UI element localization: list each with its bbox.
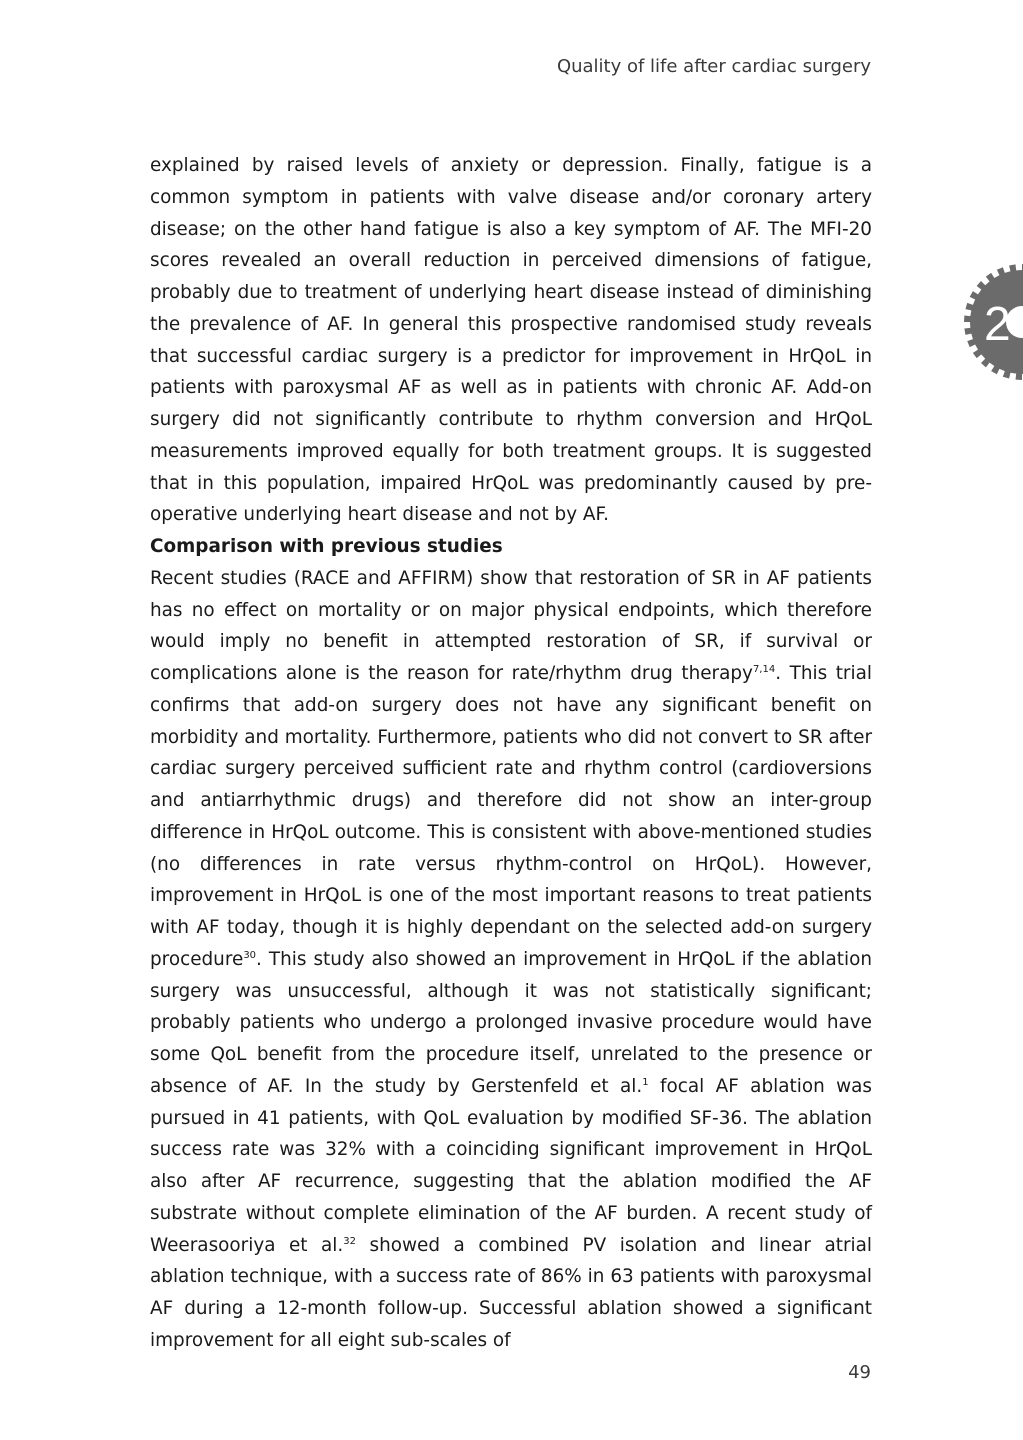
paragraph [150, 563, 872, 1357]
text-run: . This trial confirms that add-on surgery does not have any significant benefit on morbidity and mortality. Furthermore, patients who did not convert to SR after cardiac surgery perceived sufficient rate and rhythm control (cardioversions and antiarrhythmic drugs) and therefore did not show an inter-group difference in HrQoL outcome. This is consistent with above-mentioned studies (no differences in rate versus rhythm-control on HrQoL). However, improvement in HrQoL is one of the most important reasons to treat patients with AF today, though it is highly dependant on the selected add-on surgery procedure [150, 663, 872, 970]
chapter-tab [962, 262, 1023, 382]
citation: 7,14 [752, 663, 776, 675]
body-text-top [150, 150, 872, 531]
running-header: Quality of life after cardiac surgery [556, 56, 871, 77]
section-heading: Comparison with previous studies [150, 536, 503, 557]
text-run: . This study also showed an improvement in HrQoL if the ablation surgery was unsuccessful, although it was not statistically significant; probably patients who undergo a prolonged invasive procedure would have some QoL benefit from the procedure itself, unrelated to the presence or absence of AF. In the study by Gerstenfeld et al. [150, 948, 872, 1097]
text-run: Recent studies (RACE and AFFIRM) show that restoration of SR in AF patients has no effect on mortality or on major physical endpoints, which therefore would imply no benefit in attempted restoration of SR, if survival or complications alone is the reason for rate/rhythm drug therapy [150, 567, 872, 684]
chapter-number: 2 [984, 298, 1011, 351]
citation: 1 [642, 1076, 649, 1088]
page-number: 49 [848, 1362, 871, 1383]
paragraph: explained by raised levels of anxiety or depression. Finally, fatigue is a common symptom in patients with valve disease and/or coronary artery disease; on the other hand fatigue is also a key symptom of AF. The MFI-20 scores revealed an overall reduction in perceived dimensions of fatigue, probably due to treatment of underlying heart disease instead of diminishing the prevalence of AF. In general this prospective randomised study reveals that successful cardiac surgery is a predictor for improvement in HrQoL in patients with paroxysmal AF as well as in patients with chronic AF. Add-on surgery did not significantly contribute to rhythm conversion and HrQoL measurements improved equally for both treatment groups. It is suggested that in this population, impaired HrQoL was predominantly caused by pre-operative underlying heart disease and not by AF. [150, 155, 872, 526]
body-text-section [150, 531, 872, 1357]
gear-icon [962, 262, 1023, 382]
citation: 30 [243, 949, 257, 961]
text-run: focal AF ablation was pursued in 41 patients, with QoL evaluation by modified SF-36. The ablation success rate was 32% with a coinciding significant improvement in HrQoL also after AF recurrence, suggesting that the ablation modified the AF substrate without complete elimination of the AF burden. A recent study of Weerasooriya et al. [150, 1075, 873, 1256]
citation: 32 [343, 1235, 356, 1247]
text-run: showed a combined PV isolation and linear atrial ablation technique, with a success rate of 86% in 63 patients with paroxysmal AF during a 12-month follow-up. Successful ablation showed a significant improvement for all eight sub-scales of [150, 1234, 872, 1351]
